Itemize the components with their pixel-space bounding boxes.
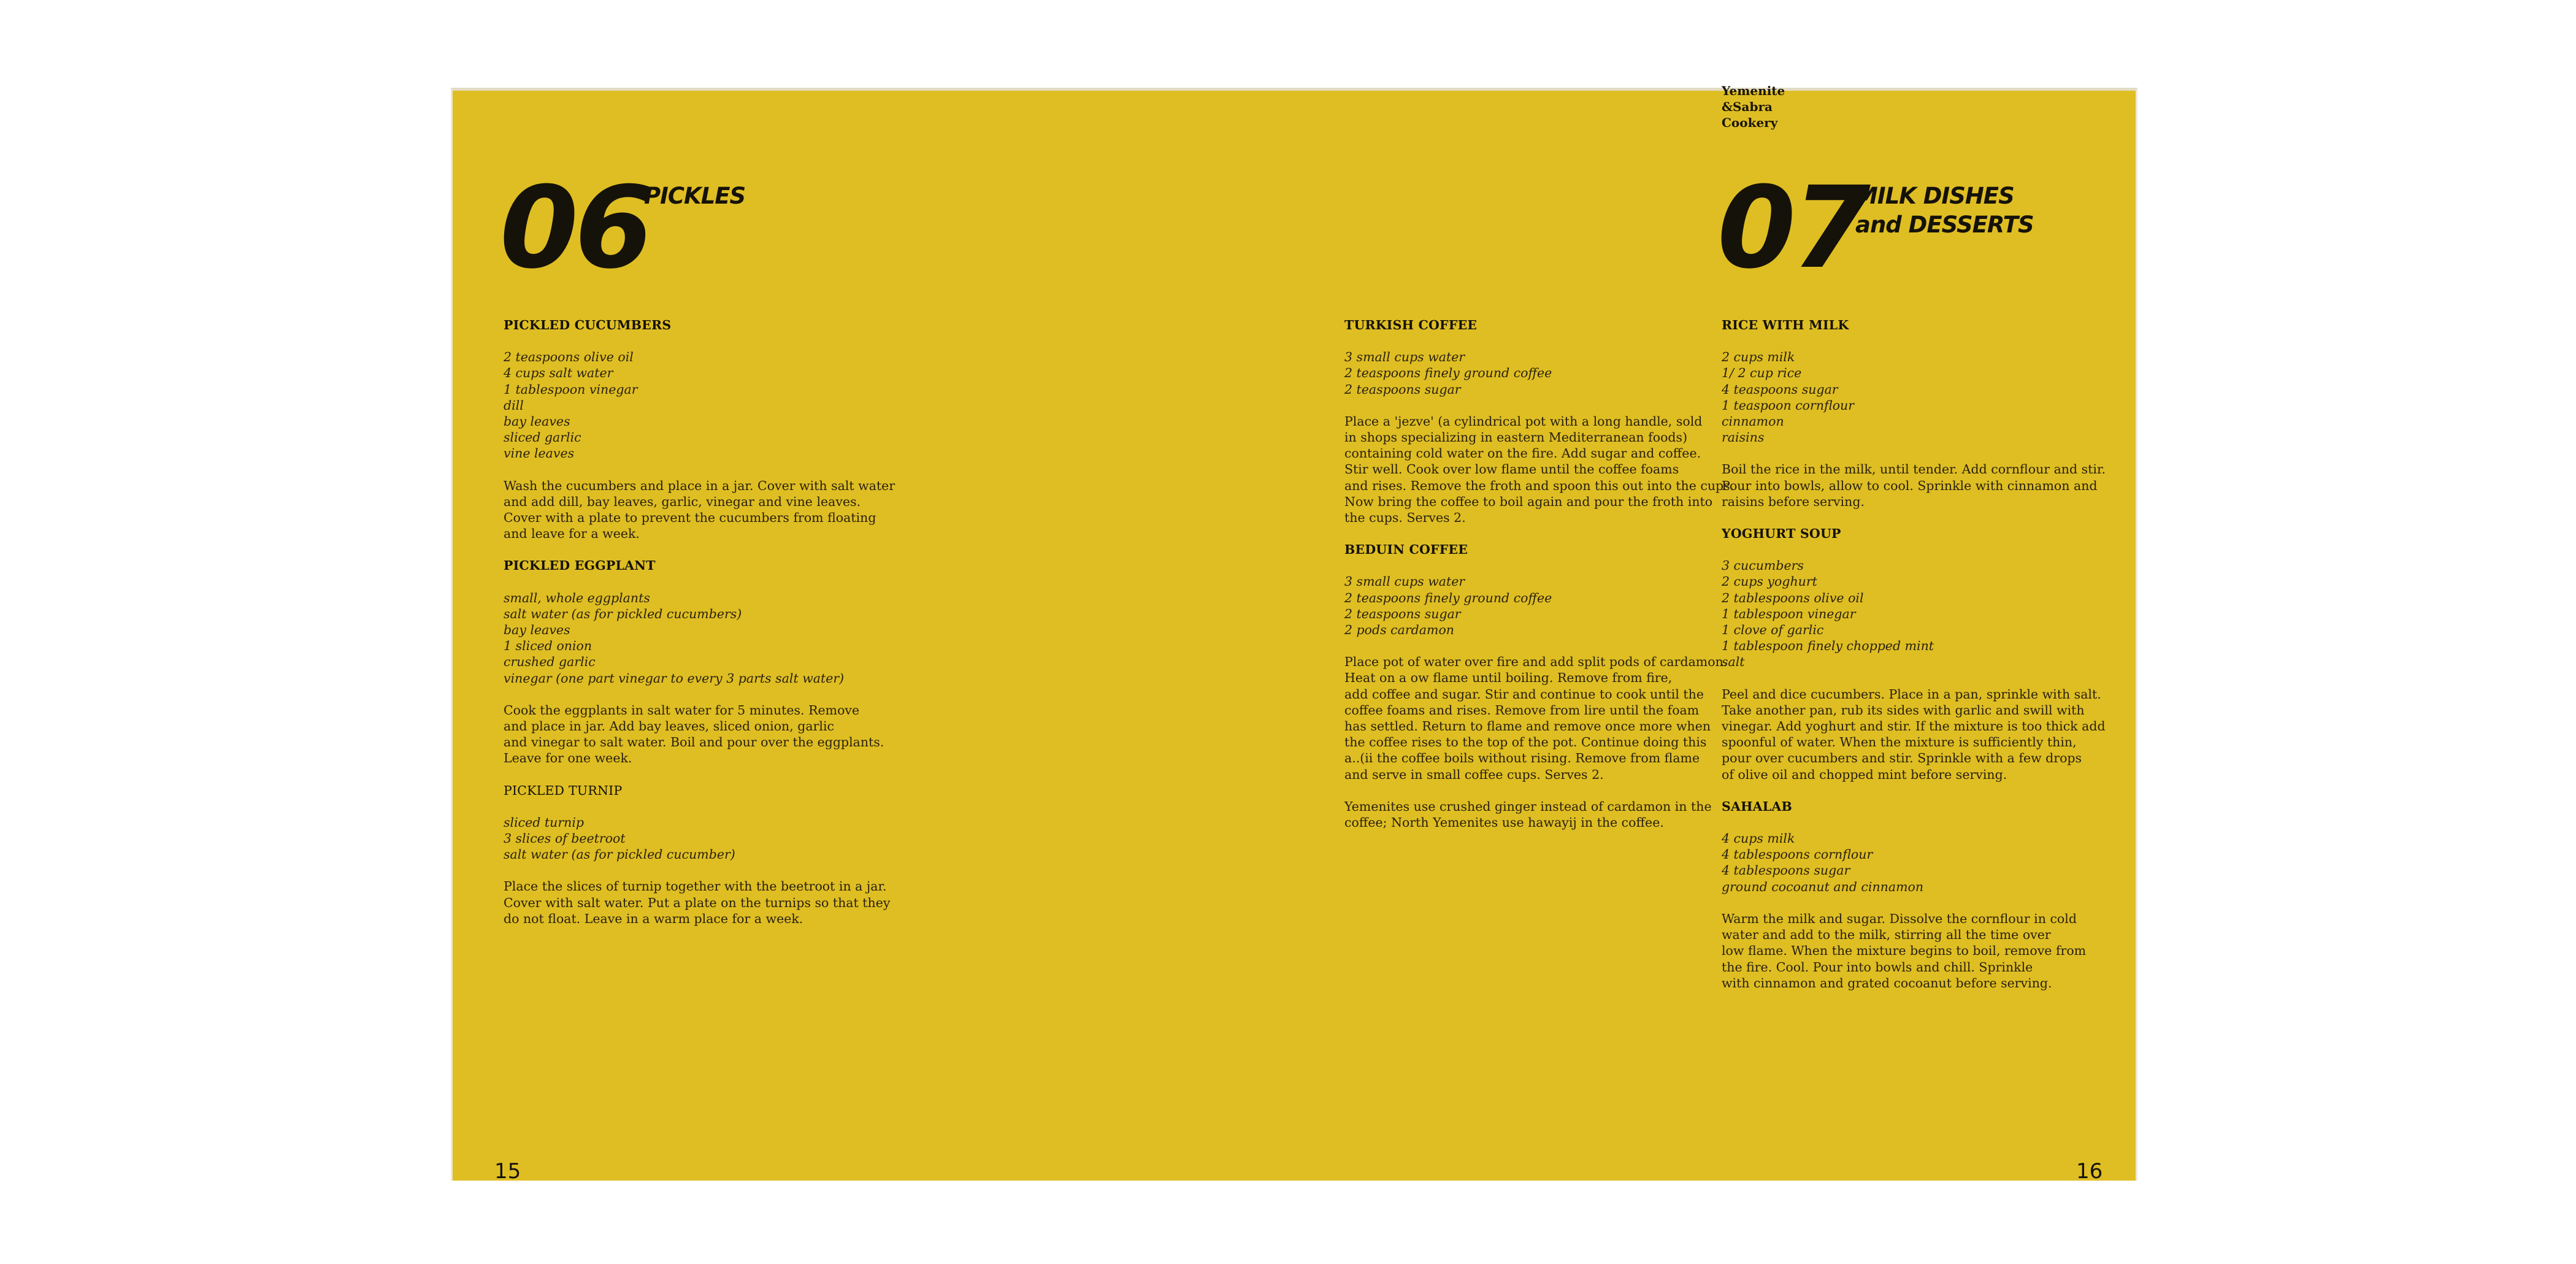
ingredient: 1 tablespoon vinegar: [1722, 606, 1856, 621]
ingredient: 1 tablespoon finely chopped mint: [1722, 638, 1934, 654]
ingredient: cinnamon: [1722, 414, 1784, 429]
ingredient: 1 tablespoon vinegar: [504, 381, 638, 397]
recipe-method: [1344, 654, 1737, 783]
recipe-method: [504, 702, 896, 767]
ingredient: 2 teaspoons finely ground coffee: [1344, 366, 1552, 381]
method-line: and place in jar. Add bay leaves, sliced onion, garlic: [504, 719, 835, 734]
chapter-title-line: and DESSERTS: [1855, 212, 2034, 238]
method-line: Place a 'jezve' (a cylindrical pot with a long handle, sold: [1344, 413, 1703, 429]
recipe-method: [1722, 686, 2114, 783]
method-line: and rises. Remove the froth and spoon this out into the cups.: [1344, 478, 1735, 493]
recipe: [1344, 317, 1737, 526]
ingredient: dill: [504, 397, 524, 413]
method-line: coffee foams and rises. Remove from lire until the foam: [1344, 702, 1700, 718]
method-line: vinegar. Add yoghurt and stir. If the mixture is too thick add: [1722, 719, 2106, 734]
recipe-title: SAHALAB: [1722, 799, 1793, 814]
ingredient: 1 clove of garlic: [1722, 622, 1824, 638]
method-line: raisins before serving.: [1722, 494, 1865, 509]
ingredient: salt water (as for pickled cucumber): [504, 847, 735, 862]
method-line: Place the slices of turnip together with the beetroot in a jar.: [504, 879, 887, 894]
chapter-title: [1855, 182, 2034, 239]
ingredient: 4 cups salt water: [504, 366, 613, 381]
method-line: Leave for one week.: [504, 751, 632, 766]
recipe-title: PICKLED CUCUMBERS: [504, 318, 672, 332]
method-line: and serve in small coffee cups. Serves 2.: [1344, 767, 1604, 782]
ingredient: 2 teaspoons sugar: [1344, 381, 1461, 397]
chapter-title-line: MILK DISHES: [1855, 183, 2014, 209]
recipe-method: [1722, 461, 2114, 510]
method-line: has settled. Return to flame and remove once more when: [1344, 719, 1711, 734]
method-line: pour over cucumbers and stir. Sprinkle with a few drops: [1722, 751, 2082, 766]
method-line: the coffee rises to the top of the pot. Continue doing this: [1344, 735, 1707, 750]
ingredient: vine leaves: [504, 446, 575, 461]
method-line: the cups. Serves 2.: [1344, 510, 1466, 526]
recipe: [1722, 526, 2114, 783]
method-line: with cinnamon and grated cocoanut before serving.: [1722, 975, 2052, 990]
recipe-method: [504, 878, 896, 927]
ingredient-list: [1722, 557, 2114, 670]
method-line: Cover with a plate to prevent the cucumbers from floating: [504, 510, 876, 526]
ingredient: small, whole eggplants: [504, 590, 650, 605]
ingredient-list: [1344, 349, 1737, 397]
chapter-number: 06: [500, 163, 650, 294]
ingredient: 4 tablespoons cornflour: [1722, 847, 1873, 862]
method-line: Now bring the coffee to boil again and pour the froth into: [1344, 494, 1713, 509]
brand-line: &Sabra: [1722, 99, 1773, 114]
page-number: 15: [494, 1159, 521, 1184]
method-line: and add dill, bay leaves, garlic, vinegar and vine leaves.: [504, 494, 861, 509]
ingredient-list: [1344, 573, 1737, 638]
ingredient: 1/ 2 cup rice: [1722, 366, 1802, 381]
recipe-method: [1344, 413, 1737, 526]
ingredient: sliced garlic: [504, 430, 581, 445]
ingredient: 2 cups milk: [1722, 350, 1795, 365]
ingredient: ground cocoanut and cinnamon: [1722, 879, 1924, 894]
recipe: [1722, 317, 2114, 510]
ingredient: 2 pods cardamon: [1344, 622, 1455, 638]
method-line: Cover with salt water. Put a plate on the turnips so that they: [504, 895, 891, 910]
ingredient: 2 teaspoons olive oil: [504, 350, 634, 365]
recipe-method: [1722, 911, 2114, 991]
ingredient: 2 cups yoghurt: [1722, 574, 1817, 589]
ingredient-list: [504, 349, 896, 461]
method-line: Heat on a ow flame until boiling. Remove from fire,: [1344, 670, 1673, 686]
method-line: add coffee and sugar. Stir and continue to cook until the: [1344, 686, 1704, 702]
ingredient-list: [1722, 830, 2114, 895]
method-line: and leave for a week.: [504, 526, 640, 542]
recipe: [504, 557, 896, 766]
right-column: [1722, 317, 2114, 1007]
method-line: Take another pan, rub its sides with garlic and swill with: [1722, 702, 2085, 718]
chapter-number: 07: [1717, 163, 1868, 294]
recipe: [504, 317, 896, 542]
recipe-title: YOGHURT SOUP: [1722, 526, 1841, 542]
ingredient: 4 tablespoons sugar: [1722, 863, 1850, 878]
ingredient-list: [504, 814, 896, 863]
recipe: [1344, 542, 1737, 830]
method-line: water and add to the milk, stirring all the time over: [1722, 927, 2051, 943]
ingredient: 4 cups milk: [1722, 831, 1795, 846]
ingredient: 4 teaspoons sugar: [1722, 381, 1838, 397]
recipe-title: PICKLED EGGPLANT: [504, 558, 656, 573]
middle-column: [1344, 317, 1737, 846]
method-line: Wash the cucumbers and place in a jar. Cover with salt water: [504, 478, 895, 493]
method-line: Place pot of water over fire and add split pods of cardamon.: [1344, 654, 1728, 670]
page-number: 16: [2076, 1159, 2103, 1184]
ingredient-list: [1722, 349, 2114, 445]
recipe-title: PICKLED TURNIP: [504, 783, 623, 798]
recipe-note: [1344, 799, 1737, 830]
method-line: and vinegar to salt water. Boil and pour over the eggplants.: [504, 735, 884, 750]
method-line: the fire. Cool. Pour into bowls and chill. Sprinkle: [1722, 959, 2033, 975]
ingredient: bay leaves: [504, 622, 570, 638]
method-line: low flame. When the mixture begins to boil, remove from: [1722, 943, 2087, 959]
ingredient: bay leaves: [504, 414, 570, 429]
ingredient-list: [504, 590, 896, 686]
chapter-title: PICKLES: [644, 183, 746, 209]
left-column: [504, 317, 896, 943]
method-line: Pour into bowls, allow to cool. Sprinkle with cinnamon and: [1722, 478, 2098, 493]
ingredient: 1 sliced onion: [504, 638, 592, 654]
brand-header: [1722, 83, 1844, 131]
method-line: a..(ii the coffee boils without rising. Remove from flame: [1344, 751, 1700, 766]
method-line: of olive oil and chopped mint before serving.: [1722, 767, 2007, 782]
ingredient: 2 teaspoons finely ground coffee: [1344, 590, 1552, 605]
method-line: spoonful of water. When the mixture is sufficiently thin,: [1722, 735, 2077, 750]
method-line: in shops specializing in eastern Mediterranean foods): [1344, 430, 1688, 445]
recipe-title: BEDUIN COFFEE: [1344, 542, 1468, 557]
brand-line: Cookery: [1722, 115, 1778, 130]
method-line: Boil the rice in the milk, until tender. Add cornflour and stir.: [1722, 462, 2106, 477]
ingredient: crushed garlic: [504, 654, 596, 670]
method-line: Warm the milk and sugar. Dissolve the cornflour in cold: [1722, 911, 2077, 926]
note-line: Yemenites use crushed ginger instead of cardamon in the: [1344, 799, 1712, 814]
ingredient: raisins: [1722, 430, 1765, 445]
ingredient: 2 teaspoons sugar: [1344, 606, 1461, 621]
recipe-title: TURKISH COFFEE: [1344, 318, 1478, 332]
method-line: Peel and dice cucumbers. Place in a pan, sprinkle with salt.: [1722, 686, 2101, 702]
ingredient: 3 cucumbers: [1722, 558, 1804, 573]
recipe-title: RICE WITH MILK: [1722, 318, 1849, 332]
ingredient: 3 small cups water: [1344, 350, 1465, 365]
recipe: [504, 783, 896, 927]
ingredient: vinegar (one part vinegar to every 3 parts salt water): [504, 670, 845, 686]
brand-line: Yemenite: [1722, 83, 1785, 98]
ingredient: 3 slices of beetroot: [504, 831, 626, 846]
method-line: do not float. Leave in a warm place for a week.: [504, 911, 803, 926]
method-line: Cook the eggplants in salt water for 5 minutes. Remove: [504, 702, 860, 718]
ingredient: salt: [1722, 654, 1745, 670]
recipe-method: [504, 478, 896, 542]
ingredient: sliced turnip: [504, 814, 585, 830]
method-line: Stir well. Cook over low flame until the coffee foams: [1344, 462, 1679, 477]
note-line: coffee; North Yemenites use hawayij in the coffee.: [1344, 815, 1664, 830]
recipe: [1722, 799, 2114, 991]
ingredient: 1 teaspoon cornflour: [1722, 397, 1855, 413]
ingredient: 2 tablespoons olive oil: [1722, 590, 1864, 605]
ingredient: 3 small cups water: [1344, 574, 1465, 589]
method-line: containing cold water on the fire. Add sugar and coffee.: [1344, 446, 1701, 461]
ingredient: salt water (as for pickled cucumbers): [504, 606, 742, 621]
